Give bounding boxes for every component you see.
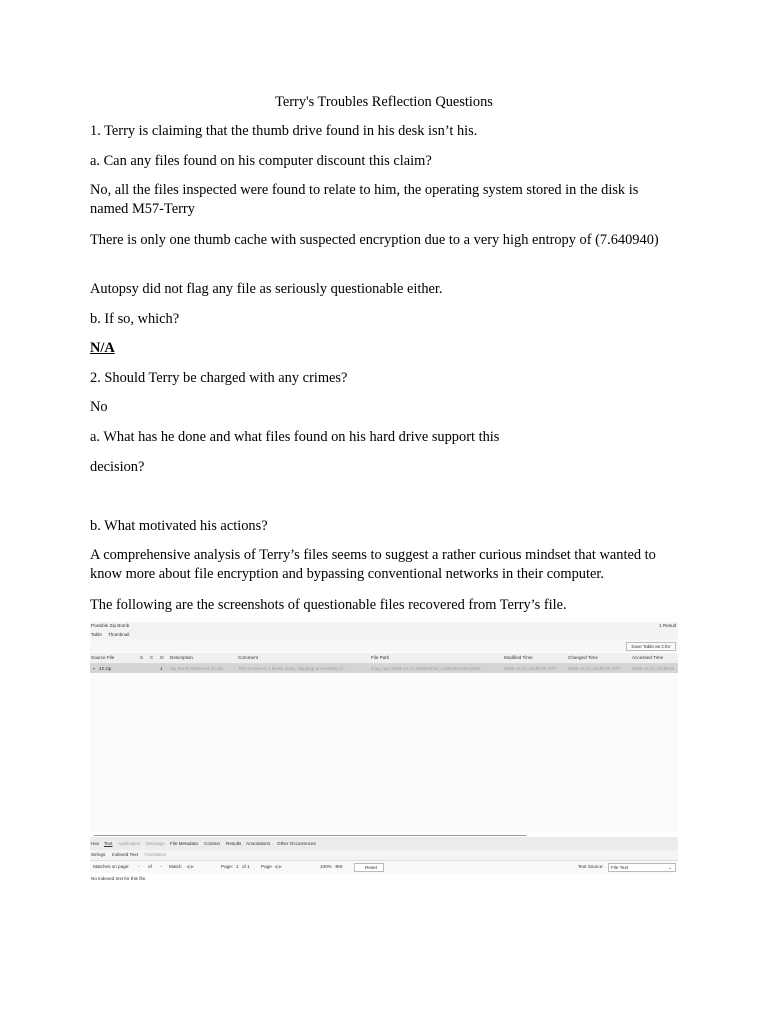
zoom-icon[interactable]: ⊕⊖ [335,864,343,869]
answer-1-paragraph-3: Autopsy did not flag any file as seriously questionable either. [90,281,443,297]
page-value: 1 [236,864,239,869]
answer-2: No [90,399,108,415]
question-2a-line-1: a. What has he done and what files found on his hard drive support this [90,429,500,445]
text-source-label: Text Source: [578,864,604,869]
tab-hex[interactable]: Hex [91,841,100,846]
no-text-message: No indexed text for this file. [91,876,147,881]
reset-button[interactable]: Reset [354,863,384,872]
column-header[interactable]: Source File [91,655,115,660]
message-area [90,873,678,900]
page-nav-icon[interactable]: ◀ ▶ [274,864,283,869]
column-header[interactable]: S [140,655,144,660]
screenshots-intro: The following are the screenshots of questionable files recovered from Terry’s file. [90,597,567,613]
cell-file-path: /img_nps-2009-12-11-402103/vol_vol3/Users/terry/Do... [371,666,485,671]
tab-message[interactable]: Message [146,841,165,846]
page-of: of 1 [242,864,250,869]
question-2: 2. Should Terry be charged with any crimes? [90,370,348,386]
chevron-down-icon: ⌄ [668,865,672,870]
content-viewer-tabs [90,837,678,850]
column-header[interactable]: Comment [238,655,258,660]
cell-modified-time: 2009-11-24 15:40:09 CST [504,666,557,671]
column-header[interactable]: Modified Time [504,655,533,660]
tab-table[interactable]: Table [91,632,102,637]
tab-application[interactable]: Application [118,841,141,846]
question-1a: a. Can any files found on his computer discount this claim? [90,153,432,169]
zoom-value: 100% [320,864,332,869]
tab-indexed-text[interactable]: Indexed Text [112,852,138,857]
question-1b: b. If so, which? [90,311,180,327]
table-header [90,653,678,664]
file-icon: ▪ [93,666,95,671]
question-2a-line-2: decision? [90,459,145,475]
answer-1b: N/A [90,340,115,356]
page-nav-label: Page [261,864,272,869]
autopsy-screenshot [90,622,678,900]
cell-description: Zip Bomb Detected 42.zip [170,666,223,671]
column-header[interactable]: Changed Time [568,655,598,660]
cell-source-file: 42.zip [99,666,112,671]
question-1: 1. Terry is claiming that the thumb drive found in his desk isn’t his. [90,123,478,139]
column-header[interactable]: O [160,655,164,660]
matches-of-label: of [148,864,152,869]
tab-annotations[interactable]: Annotations [246,841,271,846]
document-title: Terry's Troubles Reflection Questions [275,94,493,110]
panel-title: Possible Zip Bomb [91,623,130,628]
table-row[interactable] [90,664,678,673]
column-header[interactable]: Description [170,655,193,660]
tab-thumbnail[interactable]: Thumbnail [108,632,130,637]
cell-accessed-time: 2009-11-24 15:39:53 [632,666,675,671]
matches-total: - [160,864,162,869]
tab-other-occurrences[interactable]: Other Occurrences [277,841,316,846]
text-toolbar [90,860,678,874]
table-empty-area [90,673,678,832]
page-label: Page: [221,864,234,869]
cell-o: 1 [160,666,163,671]
match-label: Match [169,864,182,869]
matches-value: - [138,864,140,869]
cell-changed-time: 2009-11-24 15:40:09 CST [568,666,621,671]
save-csv-button[interactable]: Save Table as CSV [626,642,676,651]
tab-results[interactable]: Results [226,841,242,846]
tab-strings[interactable]: Strings [91,852,106,857]
column-header[interactable]: File Path [371,655,390,660]
text-sub-tabs [90,850,678,860]
answer-1-paragraph-1: No, all the files inspected were found to relate to him, the operating system stored in the disk is named M57-Terry [90,182,639,217]
tab-file-metadata[interactable]: File Metadata [170,841,198,846]
tab-text[interactable]: Text [104,841,113,846]
panel-title-bar [90,622,678,630]
answer-2b: A comprehensive analysis of Terry’s files seems to suggest a rather curious mindset that wanted to know more about file encryption and bypassing conventional networks in their computer. [90,547,656,582]
column-header[interactable]: Accessed Time [632,655,664,660]
tab-translation[interactable]: Translation [144,852,167,857]
cell-comment: The archive is 4 levels deep, skipping processing of ... [238,666,349,671]
table-toolbar [90,640,678,652]
tab-context[interactable]: Context [204,841,220,846]
text-source-select[interactable]: File Text ⌄ [608,863,676,872]
answer-1-paragraph-2: There is only one thumb cache with suspected encryption due to a very high entropy of (7.640940) [90,232,659,248]
result-count: 1 Result [659,623,676,628]
column-header[interactable]: C [150,655,154,660]
matches-label: Matches on page: [93,864,130,869]
question-2b: b. What motivated his actions? [90,518,268,534]
match-nav-icon[interactable]: ◀ ▶ [186,864,195,869]
